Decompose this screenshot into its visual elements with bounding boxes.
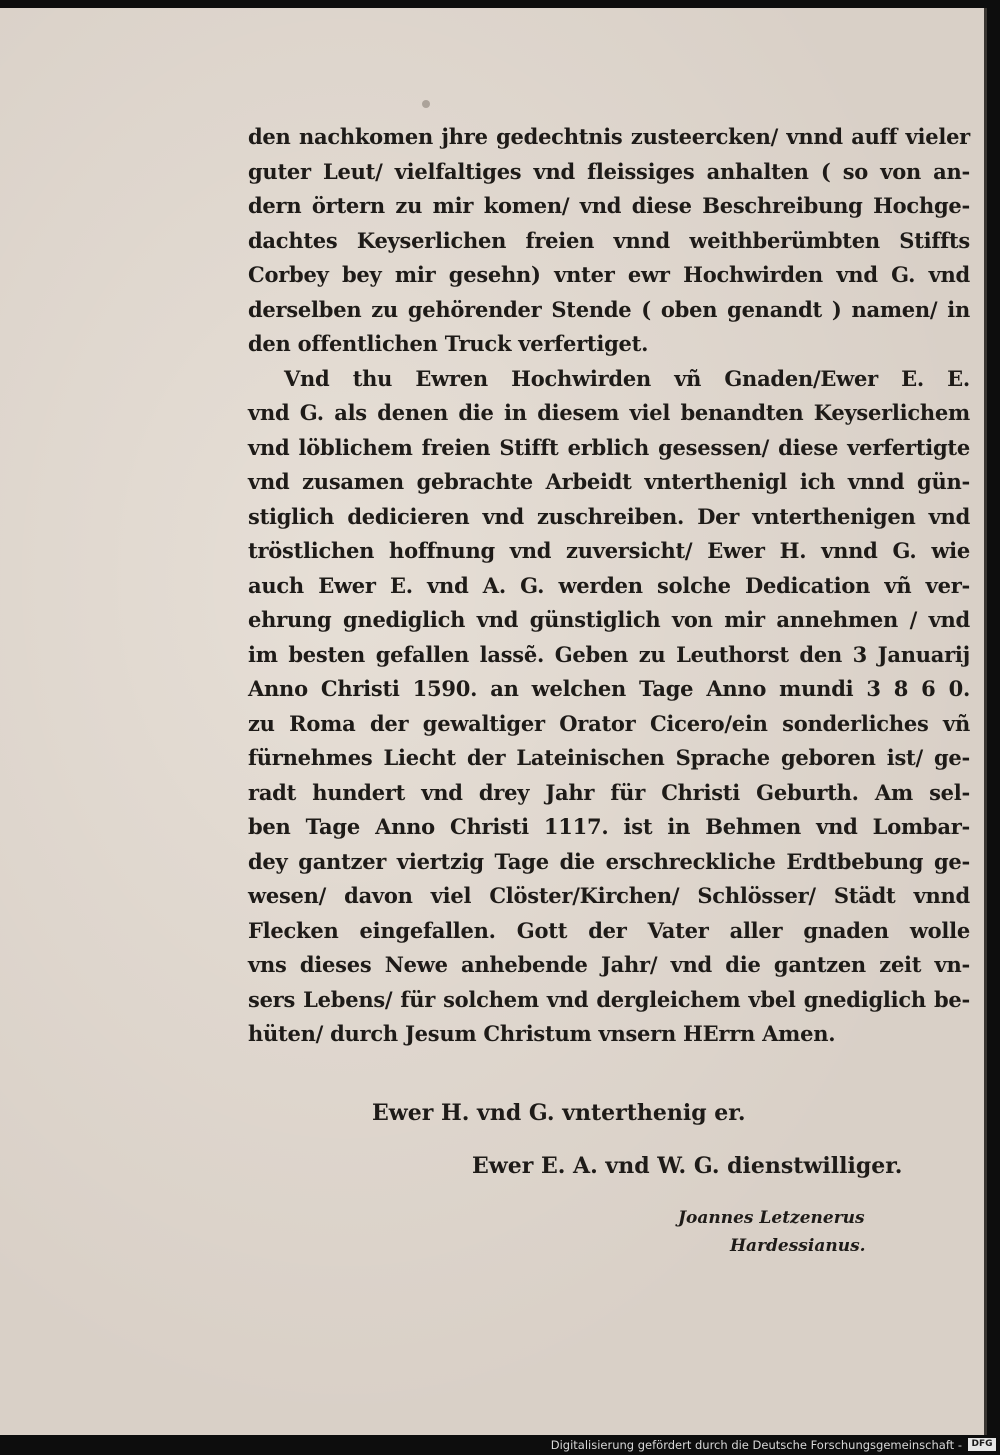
footer-bar — [0, 1436, 1000, 1455]
signature-name: Joannes Letzenerus — [678, 1208, 865, 1228]
text-line: Corbey bey mir gesehn) vnter ewr Hochwirden vnd G. vnd — [248, 262, 970, 287]
dfg-logo: DFG — [968, 1438, 996, 1451]
document-page — [0, 8, 987, 1435]
text-line: stiglich dedicieren vnd zuschreiben. Der vnterthenigen vnd — [248, 503, 970, 529]
ink-blot — [422, 100, 430, 108]
text-line: den offentlichen Truck verfertiget. — [248, 331, 649, 356]
text-line: derselben zu gehörender Stende ( oben genandt ) namen/ in — [248, 296, 970, 322]
text-line: vnd zusamen gebrachte Arbeidt vnterthenigl ich vnnd gün- — [248, 469, 970, 494]
text-line: Flecken eingefallen. Gott der Vater aller gnaden wolle — [248, 917, 970, 943]
text-line: hüten/ durch Jesum Christum vnsern HErrn Amen. — [248, 1021, 836, 1046]
text-line: dey gantzer viertzig Tage die erschreckliche Erdtbebung ge- — [248, 848, 970, 874]
closing-line-2: Ewer E. A. vnd W. G. dienstwilliger. — [472, 1153, 903, 1179]
text-line: Vnd thu Ewren Hochwirden vñ Gnaden/Ewer E. E. — [284, 365, 970, 391]
text-line: den nachkomen jhre gedechtnis zusteercken/ vnnd auff vieler — [248, 124, 970, 149]
text-line: fürnehmes Liecht der Lateinischen Sprache geboren ist/ ge- — [248, 745, 970, 770]
text-line: dachtes Keyserlichen freien vnnd weithberümbten Stiffts — [248, 227, 970, 253]
text-line: wesen/ davon viel Clöster/Kirchen/ Schlösser/ Städt vnnd — [248, 883, 970, 908]
text-line: dern örtern zu mir komen/ vnd diese Beschreibung Hochge- — [248, 193, 970, 218]
closing-line-1: Ewer H. vnd G. vnterthenig er. — [372, 1100, 746, 1126]
text-line: im besten gefallen lassẽ. Geben zu Leuthorst den 3 Januarij — [248, 641, 970, 667]
funding-notice: Digitalisierung gefördert durch die Deutsche Forschungsgemeinschaft - — [550, 1438, 962, 1452]
text-line: vnd löblichem freien Stifft erblich gesessen/ diese verfertigte — [248, 434, 970, 460]
text-line: tröstlichen hoffnung vnd zuversicht/ Ewer H. vnnd G. wie — [248, 538, 970, 563]
text-line: guter Leut/ vielfaltiges vnd fleissiges anhalten ( so von an- — [248, 158, 970, 184]
text-line: ben Tage Anno Christi 1117. ist in Behmen vnd Lombar- — [248, 814, 970, 839]
text-line: Anno Christi 1590. an welchen Tage Anno mundi 3 8 6 0. — [248, 676, 970, 701]
text-line: sers Lebens/ für solchem vnd dergleichem vbel gnediglich be- — [248, 986, 970, 1012]
text-line: ehrung gnediglich vnd günstiglich von mir annehmen / vnd — [248, 607, 970, 632]
text-line: auch Ewer E. vnd A. G. werden solche Dedication vñ ver- — [248, 572, 970, 598]
text-line: vns dieses Newe anhebende Jahr/ vnd die gantzen zeit vn- — [248, 952, 970, 977]
text-line: vnd G. als denen die in diesem viel benandten Keyserlichem — [248, 400, 970, 425]
text-line: radt hundert vnd drey Jahr für Christi Geburth. Am sel- — [248, 779, 970, 805]
text-line: zu Roma der gewaltiger Orator Cicero/ein sonderliches vñ — [248, 710, 970, 736]
signature-origin: Hardessianus. — [730, 1236, 866, 1256]
body-text — [248, 120, 970, 1052]
